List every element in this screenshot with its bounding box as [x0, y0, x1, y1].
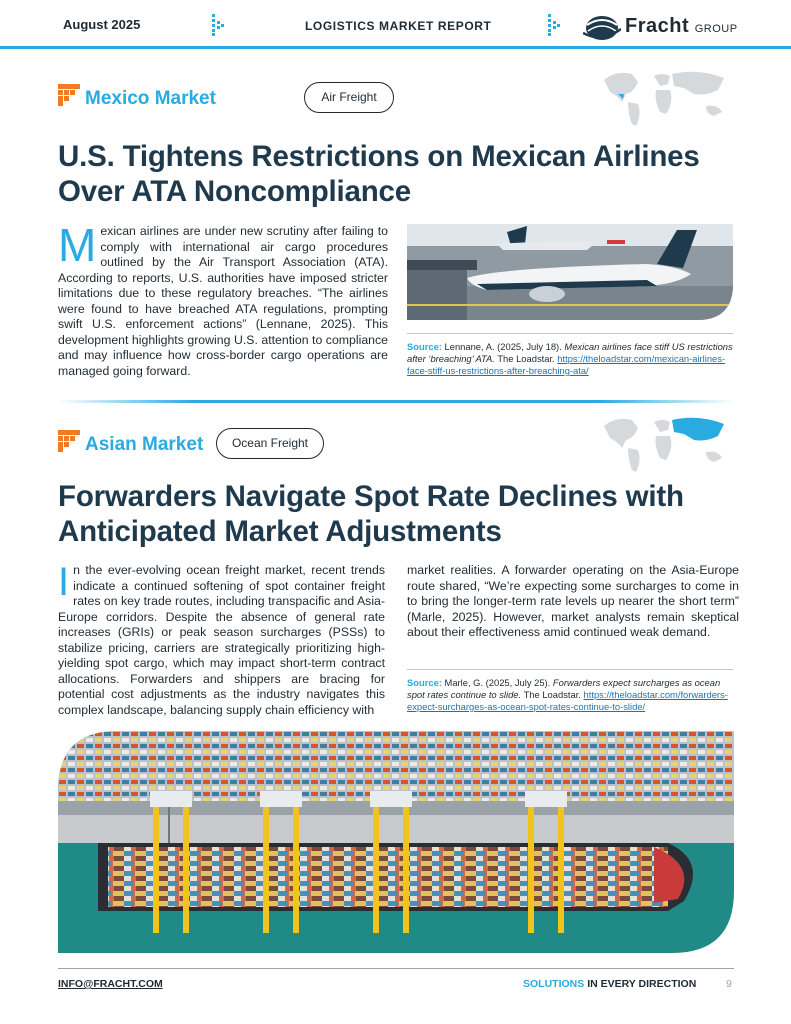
source-label: Source: [407, 677, 442, 688]
logo-brand: Fracht [625, 15, 690, 37]
section-divider [58, 400, 734, 403]
page-number: 9 [726, 978, 732, 990]
headline-line-1: U.S. Tightens Restrictions on Mexican Airlines [58, 140, 700, 173]
article-body-asia-left [58, 560, 385, 718]
article-body-asia-right: market realities. A forwarder operating on the Asia-Europe route shared, “We’re expecting some surcharges to come in to bring the longer-term rate levels up nearer the short term” (Marle, 2025). However, market analysts remain skeptical about their effectiveness amid continued weak demand. [407, 563, 739, 639]
slogan-highlight: SOLUTIONS [523, 978, 585, 990]
world-map-icon [598, 66, 734, 130]
source-label: Source: [407, 341, 442, 352]
source-publication: The Loadstar. [523, 689, 581, 700]
headline-line-1: Forwarders Navigate Spot Rate Declines with [58, 480, 684, 513]
body-text: exican airlines are under new scrutiny after failing to comply with international air cargo procedures outlined by the Air Transport Association (ATA). According to reports, U.S. authorities have imposed stricter limitations due to these regulatory breaches. “The airlines were found to have breached ATA regulations, prompting swift U.S. enforcement actions” (Lennane, 2025). This development highlights growing U.S. attention to compliance and may influence how cross-border cargo operations are managed going forward. [58, 224, 388, 378]
dots-icon [548, 14, 560, 36]
drop-cap: M [58, 219, 97, 271]
logo-group: GROUP [694, 23, 738, 35]
report-date: August 2025 [63, 17, 141, 32]
source-author: Lennane, A. (2025, July 18). [444, 341, 562, 352]
source-author: Marle, G. (2025, July 25). [444, 677, 551, 688]
slogan-rest: IN EVERY DIRECTION [587, 978, 697, 990]
fracht-logo [625, 15, 738, 38]
source-citation-asia [407, 677, 733, 713]
footer-email-link[interactable]: INFO@FRACHT.COM [58, 978, 163, 990]
pixel-arrow-icon [58, 84, 80, 106]
section-title-mexico: Mexico Market [85, 88, 216, 109]
report-title: LOGISTICS MARKET REPORT [305, 19, 492, 33]
body-text: n the ever-evolving ocean freight market, recent trends indicate a continued softening of spot container freight rates on key trade routes, including transpacific and Asia-Europe corridors. Despite the absence of general rate increases (GRIs) or peak season surcharges (PSSs) to stabilize pricing, carriers are strategically prioritizing high-yielding spot cargo, which may impact short-term contract allocations. Forwarders and shippers are bracing for potential cost adjustments as the industry navigates this complex landscape, balancing supply chain efficiency with [58, 563, 385, 717]
source-link[interactable]: https://theloadstar.com/forwarders-expect-surcharges-as-ocean-spot-rates-continue-to-slide/ [407, 689, 728, 712]
footer-rule [58, 968, 734, 969]
headline-line-2: Anticipated Market Adjustments [58, 515, 502, 548]
article-body-mexico [58, 219, 388, 379]
fracht-globe-logo-icon [583, 13, 621, 41]
source-rule [407, 333, 733, 334]
headline-line-2: Over ATA Noncompliance [58, 175, 411, 208]
header-rule [0, 46, 791, 49]
dots-icon [212, 14, 224, 36]
world-map-icon [598, 412, 734, 476]
footer-slogan [523, 978, 696, 990]
source-rule [407, 669, 733, 670]
source-publication: The Loadstar. [497, 353, 555, 364]
headline-mexico [58, 139, 738, 209]
drop-cap: I [58, 560, 70, 604]
source-link[interactable]: https://theloadstar.com/mexican-airlines-face-stiff-us-restrictions-after-breaching-ata/ [407, 353, 726, 376]
tag-air-freight: Air Freight [304, 82, 394, 113]
source-citation-mexico [407, 341, 733, 377]
aircraft-photo [407, 224, 733, 320]
container-ship-photo [58, 731, 734, 953]
section-title-asia: Asian Market [85, 434, 204, 455]
pixel-arrow-icon [58, 430, 80, 452]
tag-ocean-freight: Ocean Freight [216, 428, 324, 459]
source-title: Mexican airlines face stiff US restrictions after ‘breaching’ ATA. [407, 341, 733, 364]
headline-asia [58, 479, 748, 549]
source-title: Forwarders expect surcharges as ocean spot rates continue to slide. [407, 677, 721, 700]
